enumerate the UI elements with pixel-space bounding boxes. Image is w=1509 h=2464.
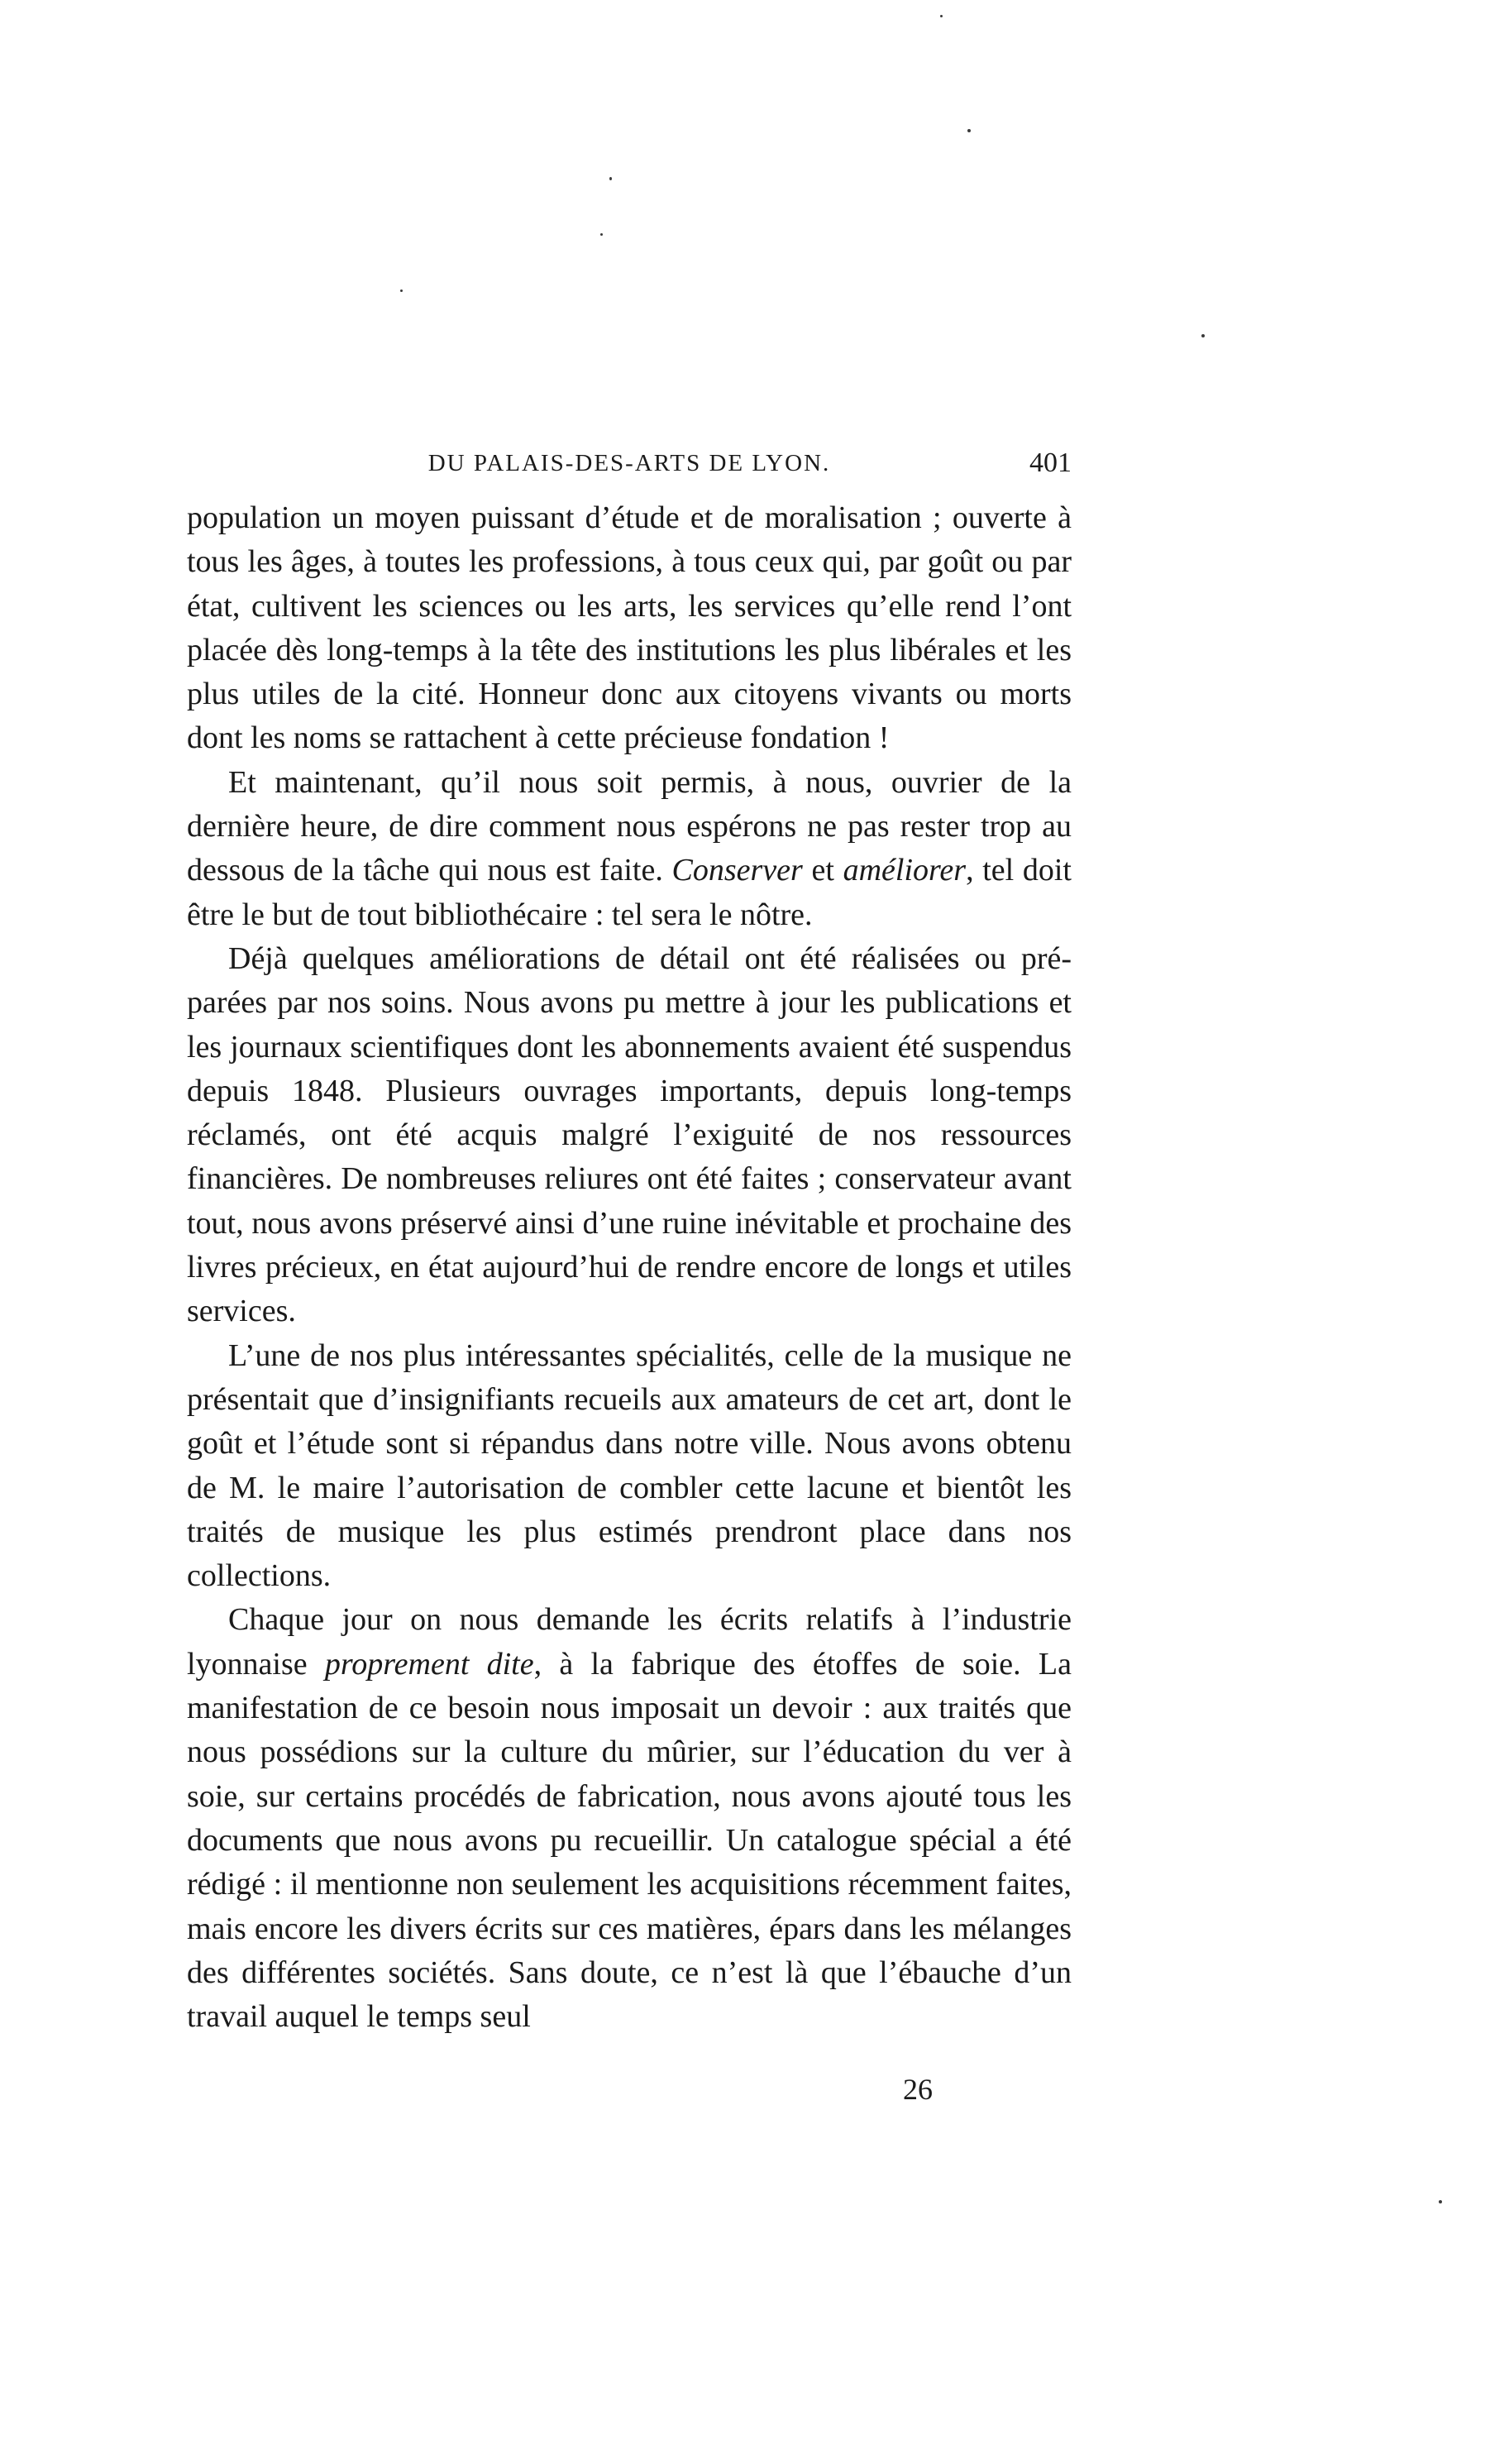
italic-segment: améliorer	[843, 853, 967, 888]
signature-mark: 26	[903, 2073, 933, 2106]
paragraph	[187, 496, 1072, 761]
text-segment: Déjà quelques améliorations de détail ont été réalisées ou préparées par nos soins. Nous avons pu mettre à jour les publications et les journaux scientifiques dont les abonnements avaient été suspendus depuis 1848. Plusieurs ouvrages importants, depuis long-temps réclamés, ont été acquis malgré l’exiguité de nos ressources financières. De nombreuses reliures ont été faites ; conservateur avant tout, nous avons préservé ainsi d’une ruine inévitable et prochaine des livres précieux, en état aujourd’hui de rendre encore de longs et utiles services.	[187, 940, 1072, 1329]
text-segment: population un moyen puissant d’étude et de moralisation ; ouverte à tous les âges, à toutes les professions, à tous ceux qui, par goût ou par état, cultivent les sciences ou les arts, les services qu’elle rend l’ont placée dès long-temps à la tête des institutions les plus libérales et les plus utiles de la cité. Honneur donc aux citoyens vivants ou morts dont les noms se rattachent à cette précieuse fondation !	[187, 500, 1072, 756]
paragraph	[187, 937, 1072, 1334]
scan-speck	[400, 289, 403, 292]
paragraph	[187, 1334, 1072, 1599]
text-segment: Chaque jour on nous demande les écrits relatifs à l’industrie lyonnaise	[187, 1602, 1072, 1682]
scan-speck	[600, 233, 603, 236]
text-segment: L’une de nos plus intéressantes spécialités, celle de la musique ne présentait que d’insignifiants recueils aux amateurs de cet art, dont le goût et l’étude sont si répandus dans notre ville. Nous avons obtenu de M. le maire l’autorisation de combler cette lacune et bientôt les traités de musique les plus estimés prendront place dans nos collections.	[187, 1337, 1072, 1594]
text-segment: , tel doit être le but de tout bibliothécaire : tel sera le nôtre.	[187, 853, 1072, 932]
running-head	[187, 447, 1072, 480]
scan-speck	[940, 15, 943, 17]
scan-speck	[609, 177, 612, 180]
italic-segment: proprement dite	[324, 1646, 534, 1682]
text-segment: , à la fabrique des étoffes de soie. La manifestation de ce besoin nous imposait un devoir : aux traités que nous possédions sur la culture du mûrier, sur l’éducation du ver à soie, sur certains procédés de fabrication, nous avons ajouté tous les documents que nous avons pu recueillir. Un catalogue spécial a été rédigé : il mentionne non seulement les acquisitions récemment faites, mais encore les divers écrits sur ces matières, épars dans les mélanges des différentes sociétés. Sans doute, ce n’est là que l’ébauche d’un travail auquel le temps seul	[187, 1646, 1072, 2035]
running-title: DU PALAIS-DES-ARTS DE LYON.	[427, 450, 831, 476]
italic-segment: Conserver	[671, 853, 803, 888]
text-segment: et	[802, 853, 843, 888]
body-text	[187, 496, 1072, 2039]
scan-speck	[1439, 2200, 1442, 2203]
scan-speck	[967, 129, 971, 132]
text-segment: Et maintenant, qu’il nous soit permis, à nous, ouvrier de la dernière heure, de dire comment nous espérons ne pas rester trop au dessous de la tâche qui nous est faite.	[187, 764, 1072, 888]
paragraph	[187, 1598, 1072, 2039]
page-number: 401	[1029, 447, 1072, 478]
paragraph	[187, 761, 1072, 937]
scan-speck	[1201, 334, 1205, 337]
